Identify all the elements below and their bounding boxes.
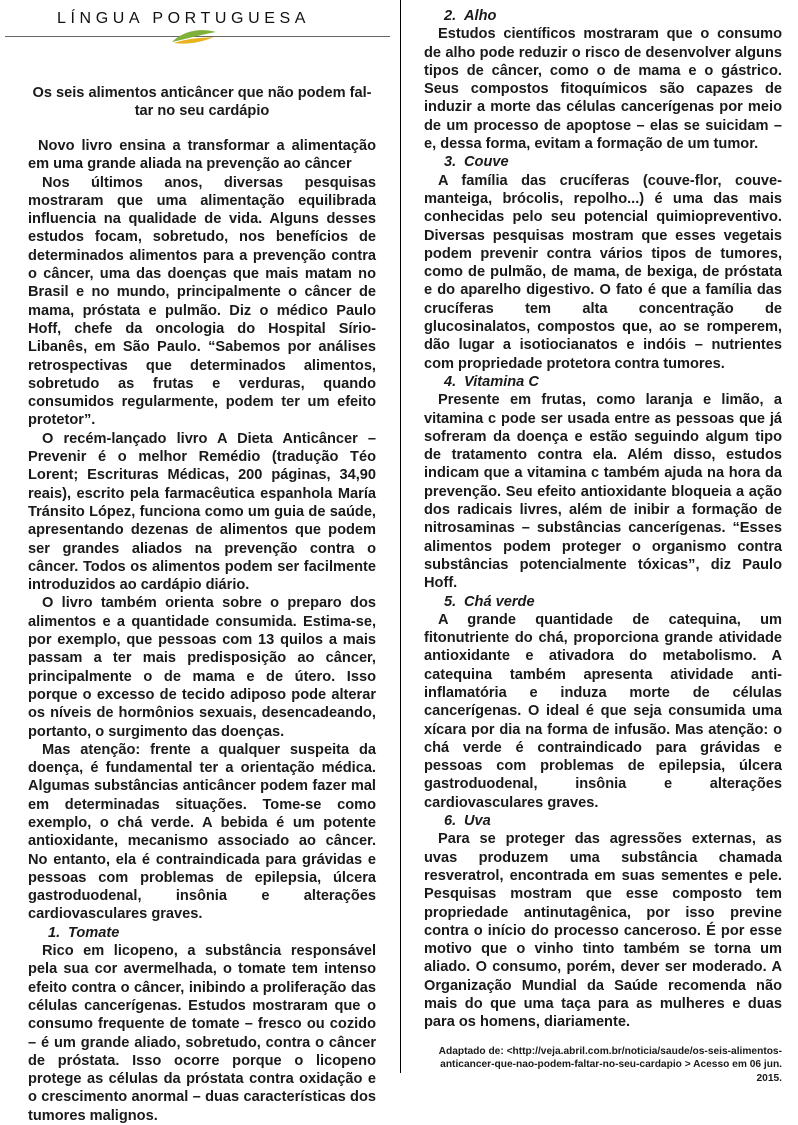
column-divider bbox=[400, 0, 401, 1073]
section-heading: 5. Chá verde bbox=[444, 593, 535, 610]
section-text: A família das crucíferas (couve-flor, couve-manteiga, brócolis, repolho...) é uma das mais conhecidas pelo seu potencial quimiopreventivo. Diversas pesquisas mostram que esses vegetais podem prevenir contra vários tipos de tumores, como de pulmão, de mama, de bexiga, de próstata e do aparelho digestivo. O fato é que a família das crucíferas tem alta concentração de glucosinalatos, compostos que, ao se romperem, dão lugar a isotiocianatos e indóis – nutrientes com propriedade protetora contra tumores. bbox=[424, 172, 782, 372]
section-text: A grande quantidade de catequina, um fitonutriente do chá, proporciona grande atividade antioxidante e ativadora do metabolismo. A catequina também apresenta atividade anti-inflamatória e induza morte de células cancerígenas. O ideal é que seja consumida uma xícara por dia na forma de infusão. Mas atenção: o chá verde é contraindicado para grávidas e pessoas com problemas de epilepsia, úlcera gastroduodenal, insônia e alterações cardiovasculares graves. bbox=[424, 611, 782, 811]
section-text: Estudos científicos mostraram que o consumo de alho pode reduzir o risco de desenvolver alguns tipos de câncer, como o de mama e o gástrico. Seus compostos fitoquímicos são capazes de induzir a morte das células cancerígenas por meio de um processo de apoptose – elas se suicidam – e, dessa forma, evitam a formação de um tumor. bbox=[424, 26, 782, 153]
page-header bbox=[5, 10, 390, 48]
article-lede: Novo livro ensina a transformar a alimentação em uma grande aliada na prevenção ao câncer bbox=[28, 138, 376, 173]
source-citation: Adaptado de: <http://veja.abril.com.br/noticia/saude/os-seis-alimentos-anticancer-que-nao-podem-faltar-no-seu-cardapio > Acesso em 06 jun. 2015. bbox=[438, 1045, 782, 1084]
leaf-logo-icon bbox=[170, 28, 218, 48]
article-title: Os seis alimentos anticâncer que não podem fal-tar no seu cardápio bbox=[32, 85, 372, 120]
section-heading: 6. Uva bbox=[444, 813, 491, 830]
section-heading: 2. Alho bbox=[444, 8, 497, 24]
section-text: Presente em frutas, como laranja e limão, a vitamina c pode ser usada entre as pessoas que já sofreram da doença e estão seguindo algum tipo de tratamento contra ela. Além disso, estudos indicam que a vitamina c também ajuda na hora da prevenção. Seu efeito antioxidante bloqueia a ação dos radicais livres, além de inibir a formação de nitrosaminas – substâncias cancerígenas. “Esses alimentos podem proteger o organismo contra substâncias potencialmente tóxicas”, diz Paulo Hoff. bbox=[424, 392, 782, 592]
section-heading: 3. Couve bbox=[444, 154, 509, 171]
paragraph: O livro também orienta sobre o preparo dos alimentos e a quantidade consumida. Estima-se, por exemplo, que pessoas com 13 quilos a mais passam a ter mais predisposição ao câncer, principalmente o de mama e de útero. Isso porque o excesso de tecido adiposo pode alterar os níveis de hormônios sexuais, desencadeando, portanto, o surgimento das doenças. bbox=[28, 595, 376, 740]
subject-title: LÍNGUA PORTUGUESA bbox=[57, 10, 311, 27]
section-heading: 1. Tomate bbox=[48, 924, 120, 941]
paragraph: O recém-lançado livro A Dieta Anticâncer – Prevenir é o melhor Remédio (tradução Téo Lorent; Escrituras Médicas, 200 páginas, 34,90 reais), escrito pela farmacêutica espanhola María Tránsito López, funciona como um guia de saúde, apresentando dezenas de alimentos que podem ser grandes aliados na prevenção contra o câncer. Todos os alimentos podem ser facilmente introduzidos ao cardápio diário. bbox=[28, 430, 376, 594]
section-text: Rico em licopeno, a substância responsável pela sua cor avermelhada, o tomate tem intenso efeito contra o câncer, inibindo a proliferação das células cancerígenas. Estudos mostraram que o consumo frequente de tomate – fresco ou cozido – é um grande aliado, sobretudo, contra o câncer de próstata. Isso ocorre porque o licopeno protege as células da próstata contra oxidação e o crescimento anormal – duas características dos tumores malignos. bbox=[28, 943, 376, 1124]
paragraph: Nos últimos anos, diversas pesquisas mostraram que uma alimentação equilibrada influencia na qualidade de vida. Alguns desses estudos focam, sobretudo, nos benefícios de determinados alimentos para a prevenção contra o câncer, uma das doenças que mais matam no Brasil e no mundo, principalmente o câncer de mama, próstata e pulmão. Diz o médico Paulo Hoff, chefe da oncologia do Hospital Sírio-Libanês, em São Paulo. “Sabemos por análises retrospectivas que determinados alimentos, sobretudo as frutas e verduras, quando consumidos regularmente, podem ter um efeito protetor”. bbox=[28, 174, 376, 429]
section-text: Para se proteger das agressões externas, as uvas produzem uma substância chamada resveratrol, encontrada em suas sementes e pele. Pesquisas mostram que esse composto tem propriedade antinutagênica, por isso previne contra o início do processo canceroso. É por esse motivo que o vinho tinto também se torna um aliado. O consumo, porém, dever ser moderado. A Organização Mundial da Saúde recomenda não mais do que uma taça para as mulheres e duas para os homens, diariamente. bbox=[424, 831, 782, 1031]
paragraph: Mas atenção: frente a qualquer suspeita da doença, é fundamental ter a orientação médica. Algumas substâncias anticâncer podem fazer mal em determinadas situações. Tome-se como exemplo, o chá verde. A bebida é um potente antioxidante, mecanismo associado ao câncer. No entanto, ela é contraindicada para grávidas e pessoas com problemas de epilepsia, úlcera gastroduodenal, insônia e alterações cardiovasculares graves. bbox=[28, 741, 376, 923]
section-heading: 4. Vitamina C bbox=[444, 373, 539, 390]
